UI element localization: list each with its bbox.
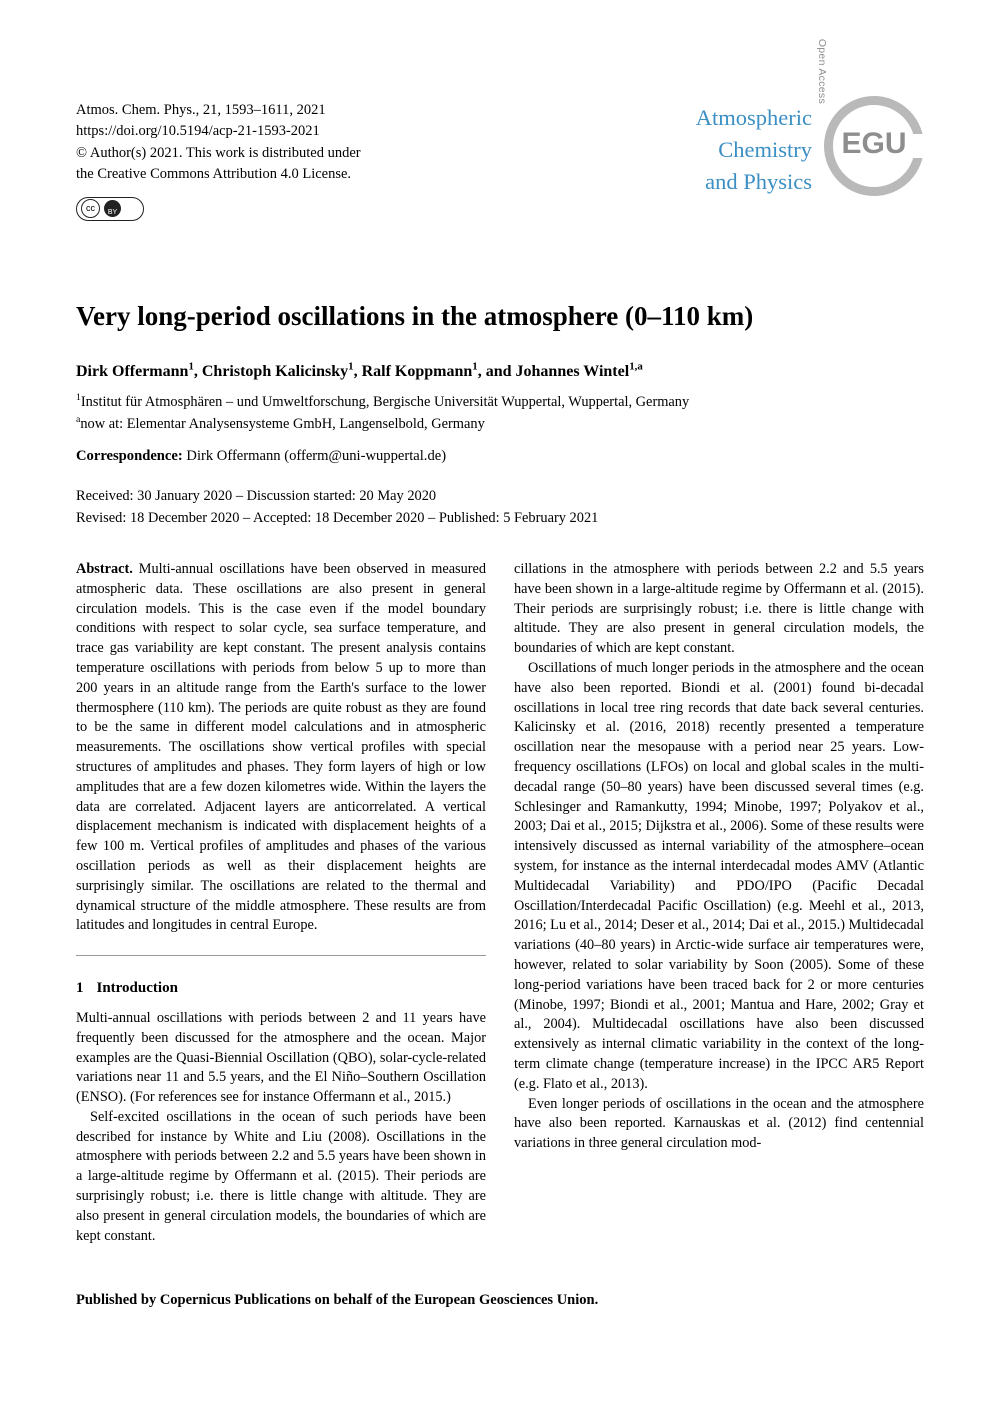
abstract-paragraph <box>76 560 486 936</box>
cc-by-icon: BY <box>104 200 121 217</box>
journal-doi[interactable]: https://doi.org/10.5194/acp-21-1593-2021 <box>76 123 320 140</box>
cc-icon: cc <box>81 199 100 218</box>
journal-logo-line-2: Chemistry <box>718 136 812 162</box>
journal-logo-line-1: Atmospheric <box>695 105 812 130</box>
dates-line-2: Revised: 18 December 2020 – Accepted: 18 December 2020 – Published: 5 February 2021 <box>76 510 599 527</box>
correspondence-label: Correspondence: <box>76 448 183 464</box>
dates-line-1: Received: 30 January 2020 – Discussion started: 20 May 2020 <box>76 488 437 504</box>
section-divider <box>76 955 486 956</box>
abstract-text: Multi-annual oscillations have been observed in measured atmospheric data. These oscillations are also present in general circulation models. This is the case even if the model boundary conditions with respect to solar cycle, sea surface temperature, and trace gas variability are kept constant. The present analysis contains temperature oscillations with periods from below 5 up to more than 200 years in an altitude range from the Earth's surface to the lower thermosphere (110 km). The periods are quite robust as they are found to be the same in different model calculations and in atmospheric measurements. The oscillations show vertical profiles with special structures of amplitudes and phases. They form layers of high or low amplitudes that are a few dozen kilometres wide. Within the layers the data are correlated. Adjacent layers are anticorrelated. A vertical displacement mechanism is indicated with displacement heights of a few 100 m. Vertical profiles of amplitudes and phases of the various oscillation periods as well as their displacement heights are surprisingly similar. The oscillations are related to the thermal and dynamical structure of the middle atmosphere. These results are from latitudes and longitudes in central Europe. <box>76 561 487 934</box>
journal-logo-line-3: and Physics <box>705 168 812 194</box>
affiliations <box>76 392 926 435</box>
intro-paragraph-3: Oscillations of much longer periods in the atmosphere and the ocean have also been reported. Biondi et al. (2001) found bi-decadal oscillations in local tree ring records that date back several centuries. Kalicinsky et al. (2016, 2018) recently presented a temperature oscillation near the mesopause with a period near 25 years. Low-frequency oscillations (LFOs) on local and global scales in the multi-decadal range (50–80 years) have been discussed several times (e.g. Schlesinger and Ramankutty, 1994; Minobe, 1997; Polyakov et al., 2003; Dai et al., 2015; Dijkstra et al., 2006). Some of these results were intensively discussed as internal variability of the atmosphere–ocean system, for instance as the internal interdecadal modes AMV (Atlantic Multidecadal Variability) and PDO/IPO (Pacific Decadal Oscillation/Interdecadal Pacific Oscillation) (e.g. Meehl et al., 2013, 2016; Lu et al., 2014; Deser et al., 2014; Dai et al., 2015.) Multidecadal variations (40–80 years) in Arctic-wide surface air temperatures were, however, related to solar variability by Soon (2005). Some of these long-period variations have been traced back for 2 or more centuries (Minobe, 1997; Biondi et al., 2001; Mantua and Hare, 2002; Gray et al., 2004). Multidecadal oscillations have also been discussed extensively as internal climatic variability in the context of the long-term climate change (temperature increase) in the IPCC AR5 Report (e.g. Flato et al., 2013). <box>514 659 924 1092</box>
publication-dates <box>76 485 926 530</box>
copyright-line-2: the Creative Commons Attribution 4.0 License. <box>76 166 352 183</box>
journal-citation: Atmos. Chem. Phys., 21, 1593–1611, 2021 <box>76 102 326 118</box>
intro-paragraph-2-cont: cillations in the atmosphere with periods between 2.2 and 5.5 years have been shown in a large-altitude regime by Offermann et al. (2015). Their periods are surprisingly robust; i.e. there is little change with altitude. They are also present in general circulation models, the boundaries of which are kept constant. <box>514 561 924 657</box>
creative-commons-badge-icon <box>76 197 144 221</box>
section-number: 1 <box>76 980 84 997</box>
page-title: Very long-period oscillations in the atmosphere (0–110 km) <box>76 301 754 331</box>
intro-paragraph-1: Multi-annual oscillations with periods between 2 and 11 years have frequently been discussed for the atmosphere and the ocean. Major examples are the Quasi-Biennial Oscillation (QBO), solar-cycle-related variations near 11 and 5.5 years, and the El Niño–Southern Oscillation (ENSO). (For references see for instance Offermann et al., 2015.) <box>76 1009 486 1106</box>
egu-logo-icon <box>824 96 924 196</box>
abstract-heading: Abstract. <box>76 561 133 577</box>
column-right <box>514 560 924 1154</box>
correspondence-value[interactable]: Dirk Offermann (offerm@uni-wuppertal.de) <box>186 448 447 464</box>
intro-paragraph-2: Self-excited oscillations in the ocean of such periods have been described for instance by White and Liu (2008). Oscillations in the atmosphere with periods between 2.2 and 5.5 years have been shown in a large-altitude regime by Offermann et al. (2015). Their periods are surprisingly robust; i.e. there is little change with altitude. They are also present in general circulation models, the boundaries of which are kept constant. <box>76 1108 486 1244</box>
open-access-label: Open Access <box>816 38 828 104</box>
section-title: Introduction <box>96 980 178 997</box>
author-list: Dirk Offermann$^1$, Christoph Kalicinsky$^1$, Ralf Koppmann$^1$, and Johannes Wintel$^{1,a}$ <box>76 360 643 380</box>
column-left <box>76 560 486 1246</box>
correspondence <box>76 448 926 465</box>
affiliation-1: $^1$Institut für Atmosphären – und Umweltforschung, Bergische Universität Wuppertal, Wuppertal, Germany <box>76 392 690 410</box>
intro-paragraph-4: Even longer periods of oscillations in the ocean and the atmosphere have also been reported. Karnauskas et al. (2012) find centennial variations in three general circulation mod- <box>514 1095 924 1152</box>
journal-logo <box>614 38 924 196</box>
section-heading-introduction <box>76 978 486 999</box>
affiliation-2: $^a$now at: Elementar Analysensysteme GmbH, Langenselbold, Germany <box>76 413 485 432</box>
page-footer: Published by Copernicus Publications on behalf of the European Geosciences Union. <box>76 1292 599 1308</box>
egu-logo-text: EGU <box>841 127 907 160</box>
journal-logo-words <box>696 102 812 198</box>
copyright-line-1: © Author(s) 2021. This work is distributed under <box>76 144 361 161</box>
